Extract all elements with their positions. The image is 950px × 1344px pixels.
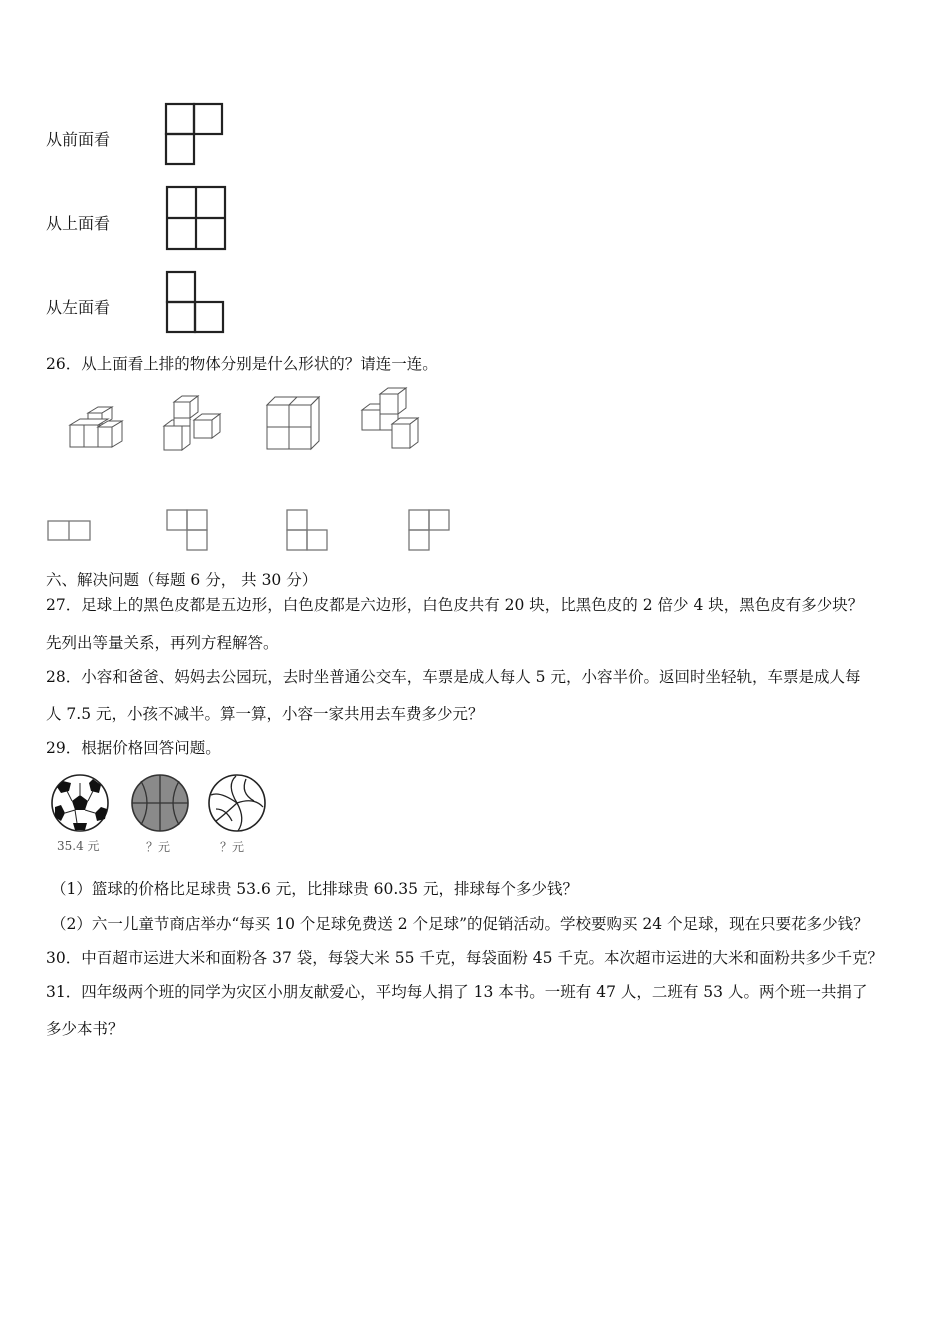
question-30: 30．中百超市运进大米和面粉各 37 袋，每袋大米 55 千克，每袋面粉 45 千克。本次超市运进的大米和面粉共多少千克？ <box>46 949 883 967</box>
football-price: 35.4 元 <box>57 839 100 853</box>
question-27-line-2: 先列出等量关系，再列方程解答。 <box>46 634 279 652</box>
cube-figure-4 <box>358 384 424 452</box>
volleyball-price: ？元 <box>220 840 245 854</box>
view-label-top: 从上面看 <box>46 214 111 233</box>
question-29: 29．根据价格回答问题。 <box>46 739 221 757</box>
question-28-line-1: 28．小容和爸爸、妈妈去公园玩，去时坐普通公交车，车票是成人每人 5 元，小容半价。返回时坐轻轨，车票是成人每 <box>46 668 861 686</box>
view-label-front: 从前面看 <box>46 130 111 149</box>
cube-figure-2 <box>160 392 226 454</box>
cube-figure-1 <box>66 405 126 453</box>
view-label-left: 从左面看 <box>46 298 111 317</box>
section-heading: 六、解决问题（每题 6 分， 共 30 分） <box>46 571 318 589</box>
front-view-shape <box>162 100 226 168</box>
top-view-shape <box>163 183 229 253</box>
cube-figure-3 <box>263 393 323 453</box>
question-29-sub-2: （2）六一儿童节商店举办“每买 10 个足球免费送 2 个足球”的促销活动。学校要购买 24 个足球，现在只要花多少钱？ <box>51 915 869 933</box>
basketball-icon <box>129 773 191 833</box>
top-view-option-4 <box>405 508 453 554</box>
basketball-price: ？元 <box>146 840 171 854</box>
question-27-line-1: 27．足球上的黑色皮都是五边形，白色皮都是六边形，白色皮共有 20 块，比黑色皮的 2 倍少 4 块，黑色皮有多少块？ <box>46 596 864 614</box>
left-view-shape <box>163 268 227 336</box>
football-icon <box>49 773 111 833</box>
question-28-line-2: 人 7.5 元，小孩不减半。算一算，小容一家共用去车费多少元？ <box>46 705 484 723</box>
top-view-option-3 <box>285 508 331 554</box>
question-31-line-2: 多少本书？ <box>46 1020 124 1038</box>
top-view-option-1 <box>46 519 92 543</box>
question-26: 26．从上面看上排的物体分别是什么形状的？请连一连。 <box>46 355 438 373</box>
volleyball-icon <box>206 773 268 833</box>
question-31-line-1: 31．四年级两个班的同学为灾区小朋友献爱心，平均每人捐了 13 本书。一班有 47 人，二班有 53 人。两个班一共捐了 <box>46 983 868 1001</box>
question-29-sub-1: （1）篮球的价格比足球贵 53.6 元，比排球贵 60.35 元，排球每个多少钱？ <box>51 880 578 898</box>
top-view-option-2 <box>165 508 211 554</box>
